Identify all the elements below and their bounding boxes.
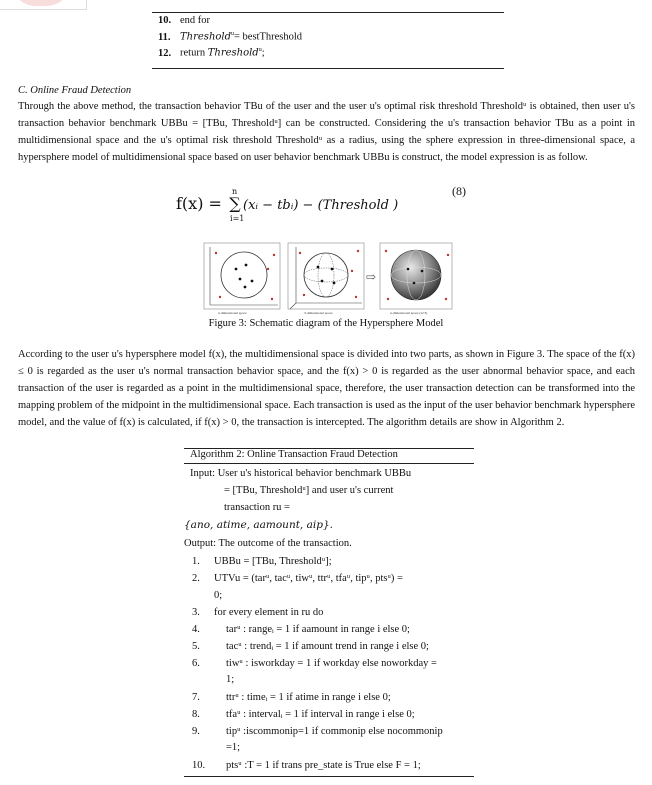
panel-2d [204, 243, 280, 315]
panel-label-nd: n-dimensional space (n>3) [390, 311, 428, 315]
alg2-input-1: Input: User u's historical behavior benchmark UBBu [190, 468, 412, 479]
section-heading: C. Online Fraud Detection [18, 85, 132, 96]
alg2-step-10-rule [184, 776, 474, 777]
alg2-input-4: {ano, atime, aamount, aip}. [184, 519, 333, 531]
alg1-top-rule [152, 12, 504, 13]
paragraph-hypersphere-intro [18, 98, 635, 166]
equation-lhs: f(x) = [176, 194, 228, 213]
panel-label-3d: 3-dimensional space [304, 311, 333, 315]
alg1-line-11: 11. Threshold$^u$= bestThreshold [158, 31, 303, 43]
alg2-input-2: = [TBu, Thresholdᵘ] and user u's current [224, 485, 394, 496]
alg1-line-12: 12. return Threshold$^u$; [158, 47, 265, 59]
arrow-icon: ⇨ [366, 270, 377, 284]
equation-8 [176, 187, 399, 223]
alg2-step-2-cont: 0; [214, 590, 223, 601]
alg1-line-10: 10. end for [158, 15, 211, 26]
alg2-step-9-cont: =1; [226, 742, 241, 753]
paragraph-2-text: According to the user u's hypersphere model f(x), the multidimensional space is divided into two parts, as shown in Figure 3. The space of the f(x) ≤ 0 is regarded as the user u's normal transaction behavior space, and the f(x) > 0 is regarded as the user abnormal behavior space, and each transaction of the user is regarded as a point in the multidimensional space, therefore, the user transaction detection can be transformed into the mapping problem of the midpoint in the multidimensional space. Each transaction is used as the input of the user behavior benchmark hypersphere model, and the value of f(x) is calculated, if f(x) > 0, the transaction is intercepted. The algorithm details are show in Algorithm 2. [18, 349, 636, 428]
corner-frame [0, 0, 87, 10]
hypersphere-figure [200, 241, 455, 317]
alg2-input-3: transaction ru = [224, 502, 290, 513]
figure-caption: Figure 3: Schematic diagram of the Hypersphere Model [208, 318, 444, 329]
equation-body: (xᵢ − tbᵢ) − (Threshold ) [243, 198, 399, 213]
sum-symbol: n ∑ i=1 [229, 187, 245, 223]
alg2-output: Output: The outcome of the transaction. [184, 538, 352, 549]
alg2-title-rule [184, 463, 474, 464]
alg2-step-6-cont: 1; [226, 674, 235, 685]
panel-label-2d: 2-dimensional space [218, 311, 247, 315]
alg2-title: Algorithm 2: Online Transaction Fraud Detection [190, 449, 398, 460]
panel-nd [380, 243, 452, 315]
paragraph-1-text: Through the above method, the transaction behavior TBu of the user and the user u's optimal risk threshold Thresholdᵘ is obtained, then user u's transaction behavior benchmark UBBu = [TBu, Thresholdᵘ] can be constructed. Considering the u's transaction behavior TBu as a point in multidimensional space and the u's optimal risk threshold Thresholdᵘ as a radius, using the sphere expression in three-dimensional space, a hypersphere model of multidimensional space based on user behavior benchmark UBBu is construct, the model expression is as follow. [18, 101, 635, 163]
paragraph-hypersphere-detection [18, 346, 635, 431]
panel-3d [288, 243, 364, 315]
equation-number: (8) [452, 184, 466, 198]
alg1-bottom-rule [152, 68, 504, 69]
